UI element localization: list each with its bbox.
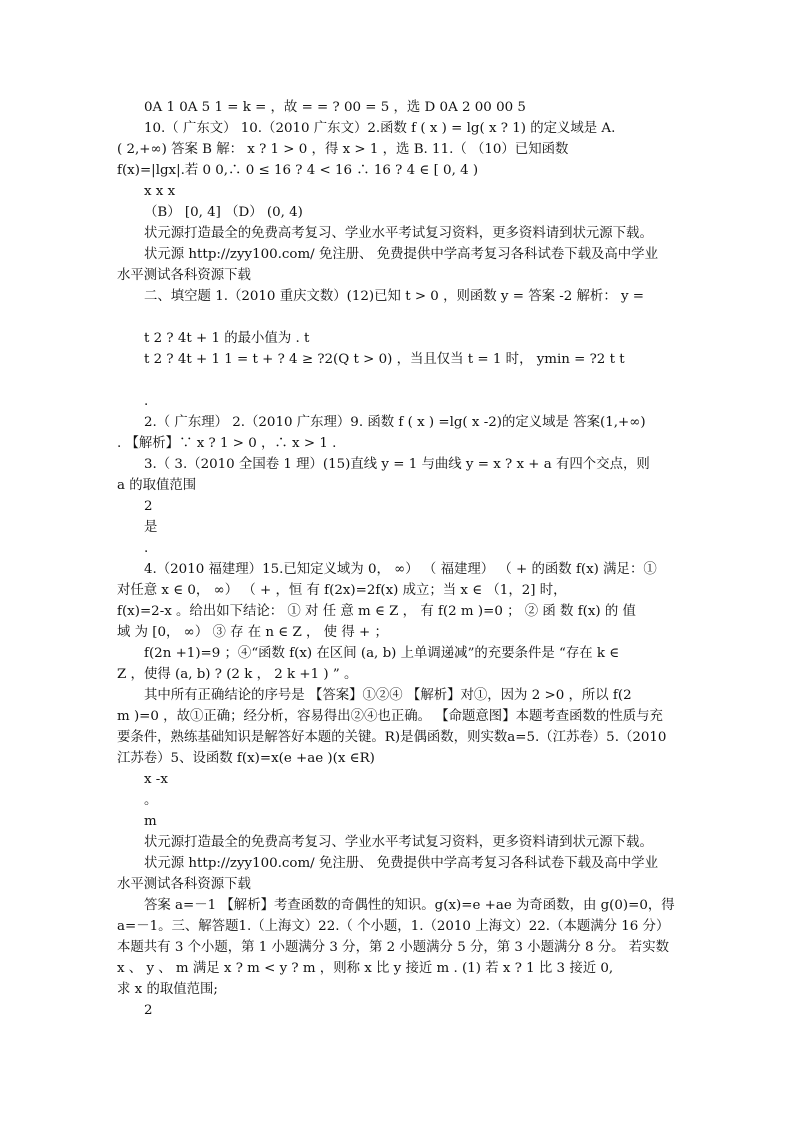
text-line-34: 状元源打造最全的免费高考复习、学业水平考试复习资料，更多资料请到状元源下载。 bbox=[144, 835, 653, 850]
text-line-32: 。 bbox=[144, 793, 158, 808]
text-line-15: . 【解析】∵ x ? 1 > 0 ，∴ x > 1 . bbox=[117, 436, 337, 451]
text-line-40: x 、 y 、 m 满足 x ? m < y ? m ，则称 x 比 y 接近 m . (1) 若 x ? 1 比 3 接近 0, bbox=[117, 961, 614, 976]
text-line-13: . bbox=[144, 394, 149, 409]
text-line-3: ( 2,+∞) 答案 B 解： x ? 1 > 0 ，得 x > 1 ，选 B. 11.（ （10）已知函数 bbox=[117, 142, 569, 157]
text-line-39: 本题共有 3 个小题，第 1 小题满分 3 分，第 2 小题满分 5 分，第 3 小题满分 8 分。 若实数 bbox=[117, 940, 669, 955]
text-line-2: 10.（ 广东文） 10.（2010 广东文）2.函数 f ( x ) = lg( x ? 1) 的定义域是 A. bbox=[144, 121, 616, 136]
text-line-12: t 2 ? 4t + 1 1 = t + ? 4 ≥ ?2(Q t > 0) ，当且仅当 t = 1 时， ymin = ?2 t t bbox=[144, 352, 625, 367]
text-line-29: 要条件，熟练基础知识是解答好本题的关键。R)是偶函数，则实数a=5.（江苏卷）5.（2010 bbox=[117, 730, 667, 745]
text-line-4: f(x)=|lgx|.若 0 0,∴ 0 ≤ 16 ? 4 < 16 ∴ 16 ? 4 ∈ [ 0, 4 ) bbox=[117, 163, 479, 178]
text-line-37: 答案 a=－1 【解析】考查函数的奇偶性的知识。g(x)=e +ae 为奇函数，由 g(0)=0，得 bbox=[144, 898, 675, 913]
text-line-11: t 2 ? 4t + 1 的最小值为 . t bbox=[144, 331, 310, 346]
text-line-14: 2.（ 广东理） 2.（2010 广东理）9. 函数 f ( x ) =lg( x -2)的定义域是 答案(1,+∞) bbox=[144, 415, 646, 430]
text-line-24: 域 为 [0， ∞） ③ 存 在 n ∈ Z ， 使 得 + ； bbox=[117, 625, 388, 640]
text-line-18: 2 bbox=[144, 499, 153, 514]
text-line-16: 3.（ 3.（2010 全国卷 1 理）(15)直线 y = 1 与曲线 y = x ? x + a 有四个交点，则 bbox=[144, 457, 650, 472]
text-line-6: （B） [0, 4] （D） (0, 4) bbox=[144, 205, 303, 220]
text-line-8: 状元源 http://zyy100.com/ 免注册、 免费提供中学高考复习各科试卷下载及高中学业 bbox=[144, 247, 658, 262]
text-line-31: x -x bbox=[144, 772, 168, 787]
text-line-21: 4.（2010 福建理）15.已知定义域为 0， ∞） （ 福建理） （ + 的函数 f(x) 满足：① bbox=[144, 562, 657, 577]
text-line-30: 江苏卷）5、设函数 f(x)=x(e +ae )(x ∈R) bbox=[117, 751, 375, 766]
text-line-25: f(2n +1)=9 ；④“函数 f(x) 在区间 (a, b) 上单调递减”的充要条件是 “存在 k ∈ bbox=[144, 646, 620, 661]
text-line-38: a=－1。三、解答题1.（上海文）22.（ 个小题，1.（2010 上海文）22.（本题满分 16 分） bbox=[117, 919, 670, 934]
text-line-28: m )=0 ，故①正确；经分析，容易得出②④也正确。 【命题意图】本题考查函数的性质与充 bbox=[117, 709, 663, 724]
text-line-9: 水平测试各科资源下载 bbox=[117, 268, 251, 283]
text-line-42: 2 bbox=[144, 1003, 153, 1018]
text-line-10: 二、填空题 1.（2010 重庆文数）(12)已知 t > 0 ，则函数 y = 答案 -2 解析： y = bbox=[144, 289, 645, 304]
text-line-36: 水平测试各科资源下载 bbox=[117, 877, 251, 892]
text-line-7: 状元源打造最全的免费高考复习、学业水平考试复习资料，更多资料请到状元源下载。 bbox=[144, 226, 653, 241]
text-line-5: x x x bbox=[144, 184, 176, 199]
text-line-41: 求 x 的取值范围; bbox=[117, 982, 218, 997]
text-line-27: 其中所有正确结论的序号是 【答案】①②④ 【解析】对①，因为 2 >0 ，所以 f(2 bbox=[144, 688, 632, 703]
text-line-19: 是 bbox=[144, 520, 158, 535]
text-line-35: 状元源 http://zyy100.com/ 免注册、 免费提供中学高考复习各科试卷下载及高中学业 bbox=[144, 856, 658, 871]
text-line-22: 对任意 x ∈ 0， ∞） （ + ，恒 有 f(2x)=2f(x) 成立；当 x ∈ （1，2] 时， bbox=[117, 583, 567, 598]
text-line-23: f(x)=2-x 。给出如下结论： ① 对 任 意 m ∈ Z ， 有 f(2 m )=0 ； ② 函 数 f(x) 的 值 bbox=[117, 604, 636, 619]
text-line-20: . bbox=[144, 541, 149, 556]
text-line-33: m bbox=[144, 814, 157, 829]
text-line-1: 0A 1 0A 5 1 = k = ，故 = = ? 00 = 5 ，选 D 0A 2 00 00 5 bbox=[144, 100, 526, 115]
text-line-26: Z ，使得 (a, b) ? (2 k ， 2 k +1 ) ” 。 bbox=[117, 667, 358, 682]
text-line-17: a 的取值范围 bbox=[117, 478, 197, 493]
